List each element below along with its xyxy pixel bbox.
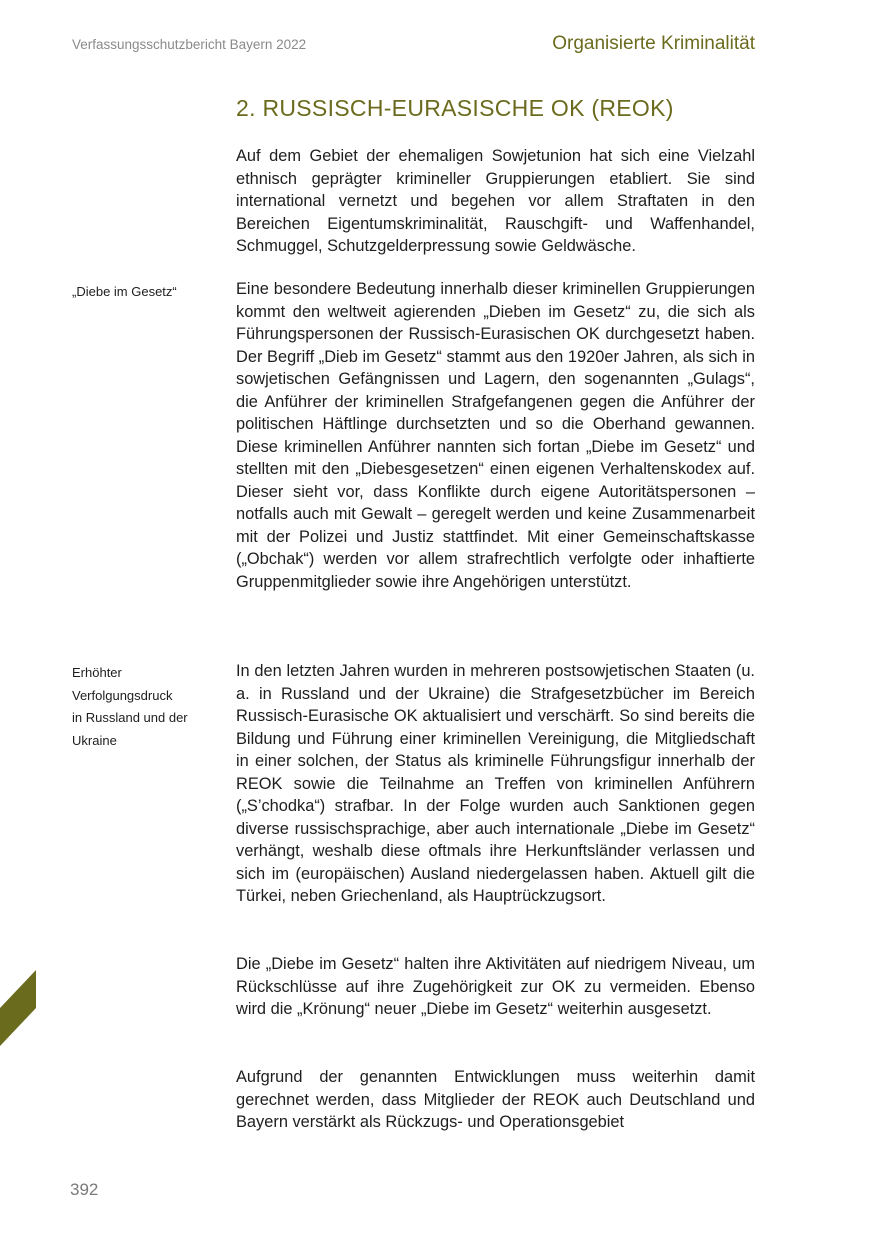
paragraph-aktivitaeten: Die „Diebe im Gesetz“ halten ihre Aktivitäten auf niedrigem Niveau, um Rückschlüsse auf ihre Zugehörigkeit zur OK zu vermeiden. Ebenso wird die „Krönung“ neuer „Diebe im Gesetz“ weiterhin ausgesetzt.	[236, 955, 755, 1018]
sidenote-verfolgungsdruck	[72, 662, 212, 752]
running-header-left: Verfassungsschutzbericht Bayern 2022	[72, 37, 307, 52]
sidenote-line: Verfolgungsdruck	[72, 687, 173, 703]
paragraph-diebe-im-gesetz: Eine besondere Bedeutung innerhalb dieser kriminellen Gruppierungen kommt den weltweit agierenden „Dieben im Gesetz“ zu, die sich als Führungspersonen der Russisch-Eurasischen OK durchgesetzt haben. Der Begriff „Dieb im Gesetz“ stammt aus den 1920er Jahren, als sich in sowjetischen Gefängnissen und Lagern, den sogenannten „Gulags“, die Anführer der kriminellen Strafgefangenen gegen die Anführer der politischen Häftlinge durchsetzten und so die Oberhand gewannen. Diese kriminellen Anführer nannten sich fortan „Diebe im Gesetz“ und stellten mit den „Diebesgesetzen“ einen eigenen Verhaltenskodex auf. Dieser sieht vor, dass Konflikte durch eigene Autoritätspersonen – notfalls auch mit Gewalt – geregelt werden und keine Zusammenarbeit mit der Polizei und Justiz stattfindet. Mit einer Gemeinschaftskasse („Obchak“) werden vor allem strafrechtlich verfolgte oder inhaftierte Gruppenmitglieder sowie ihre Angehörigen unterstützt.	[236, 280, 755, 591]
paragraph-intro: Auf dem Gebiet der ehemaligen Sowjetunion hat sich eine Vielzahl ethnisch geprägter krimineller Gruppierungen etabliert. Sie sind international vernetzt und begehen vor allem Straftaten in den Bereichen Eigentumskriminalität, Rauschgift- und Waffenhandel, Schmuggel, Schutzgelderpressung sowie Geldwäsche.	[236, 147, 755, 255]
sidenote-line: in Russland und der	[72, 710, 188, 726]
sidenote-diebe-im-gesetz: „Diebe im Gesetz“	[72, 284, 177, 299]
chapter-tab-marker	[0, 970, 36, 1046]
sidenote-line: Erhöhter	[72, 665, 122, 680]
paragraph-strafgesetze: In den letzten Jahren wurden in mehreren postsowjetischen Staaten (u. a. in Russland und der Ukraine) die Strafgesetzbücher im Bereich Russisch-Eurasische OK aktualisiert und verschärft. So sind bereits die Bildung und Führung einer kriminellen Vereinigung, die Mitgliedschaft in einer solchen, der Status als kriminelle Führungsfigur innerhalb der REOK sowie die Teilnahme an Treffen von kriminellen Anführern („S’chodka“) strafbar. In der Folge wurden auch Sanktionen gegen diverse russischsprachige, aber auch internationale „Diebe im Gesetz“ verhängt, weshalb diese oftmals ihre Herkunftsländer verlassen und sich im (europäischen) Ausland niedergelassen haben. Aktuell gilt die Türkei, neben Griechenland, als Hauptrückzugsort.	[236, 662, 755, 905]
paragraph-entwicklungen: Aufgrund der genannten Entwicklungen muss weiterhin damit gerechnet werden, dass Mitglieder der REOK auch Deutschland und Bayern verstärkt als Rückzugs- und Operationsgebiet	[236, 1068, 755, 1131]
page-number: 392	[70, 1180, 99, 1199]
section-title: 2. RUSSISCH-EURASISCHE OK (REOK)	[236, 95, 674, 121]
running-header-chapter: Organisierte Kriminalität	[552, 33, 755, 54]
sidenote-line: Ukraine	[72, 732, 117, 748]
